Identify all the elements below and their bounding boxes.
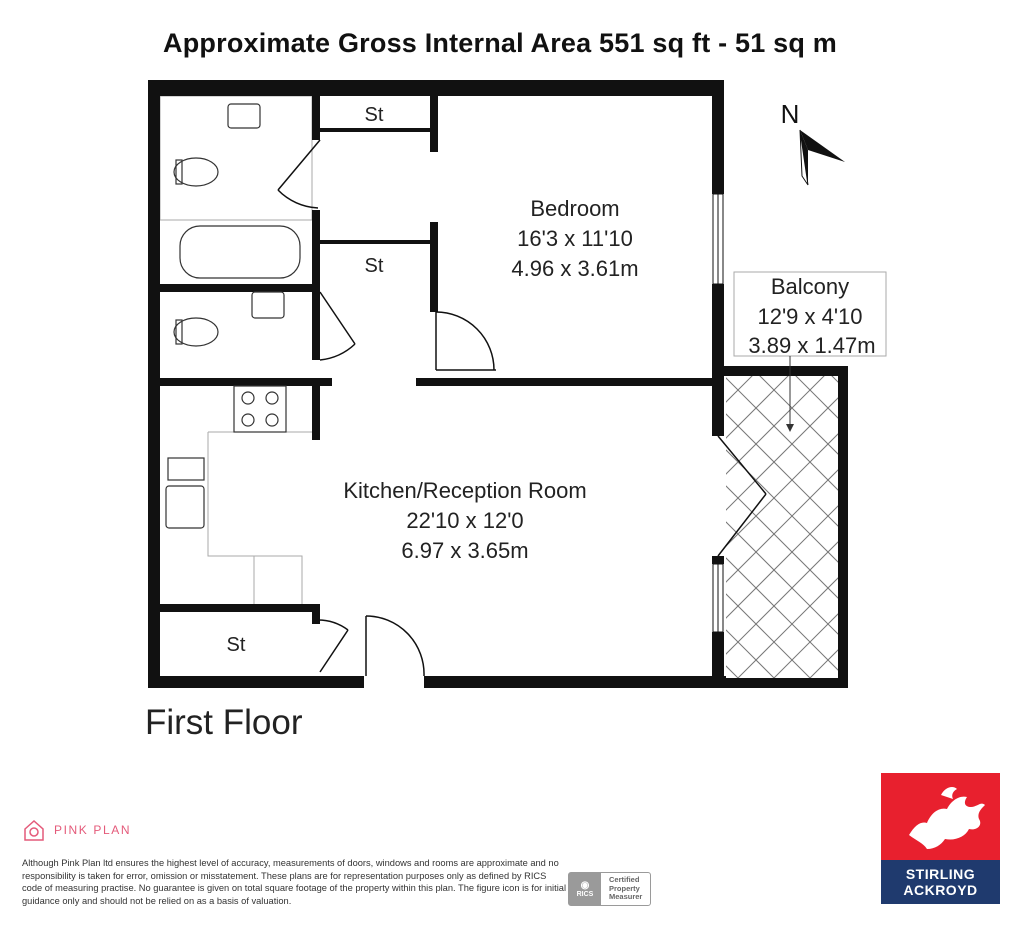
- store-top-label: St: [364, 104, 384, 126]
- balcony-imperial: 12'9 x 4'10: [757, 304, 863, 329]
- rics-mark-icon: ◉ RICS: [569, 873, 601, 905]
- balcony-hatch: [326, 374, 1024, 694]
- bedroom-metric: 4.96 x 3.61m: [511, 256, 639, 281]
- rics-line3: Measurer: [609, 892, 643, 902]
- kitchen-imperial: 22'10 x 12'0: [406, 508, 524, 533]
- house-logo-icon: [22, 818, 46, 842]
- balcony-metric: 3.89 x 1.47m: [748, 333, 876, 358]
- rics-line1: Certified: [609, 875, 640, 885]
- agent-line2: ACKROYD: [903, 882, 978, 898]
- svg-text:N: N: [780, 99, 800, 129]
- floor-area-title: Approximate Gross Internal Area 551 sq ft - 51 sq m: [163, 28, 837, 58]
- agent-line1: STIRLING: [905, 866, 976, 882]
- disclaimer-text: Although Pink Plan ltd ensures the highest level of accuracy, measurements of doors, windows and rooms are approximate and no responsibility is taken for error, omission or misstatement. These plans are for representation purposes only as defined by RICS code of measuring practise. No guarantee is given on total square footage of the property within this plan. The figure icon is for initial guidance only and should not be relied on as a basis of valuation.: [22, 858, 567, 906]
- rics-badge: [568, 872, 651, 906]
- doors: [278, 140, 766, 676]
- north-compass-icon: [781, 99, 845, 185]
- sanitary-fixtures: [166, 104, 300, 528]
- store-bottom-label: St: [226, 634, 246, 656]
- stirling-ackroyd-logo: [881, 773, 1000, 904]
- rics-text: [601, 876, 650, 902]
- griffin-icon: [881, 773, 1000, 860]
- balcony-name: Balcony: [770, 274, 850, 299]
- bedroom-imperial: 16'3 x 11'10: [517, 226, 633, 251]
- floor-label: First Floor: [145, 703, 303, 742]
- pink-plan-brand: [22, 818, 131, 842]
- kitchen-name: Kitchen/Reception Room: [343, 478, 587, 503]
- store-mid-label: St: [364, 255, 384, 277]
- walls: [148, 80, 848, 688]
- rics-abbr: RICS: [576, 891, 594, 898]
- bedroom-name: Bedroom: [530, 196, 620, 221]
- kitchen-metric: 6.97 x 3.65m: [401, 538, 529, 563]
- griffin-emblem: [881, 773, 1000, 860]
- agent-name: [881, 860, 1000, 904]
- brand-name: PINK PLAN: [54, 823, 132, 837]
- rics-line2: Property: [609, 883, 640, 893]
